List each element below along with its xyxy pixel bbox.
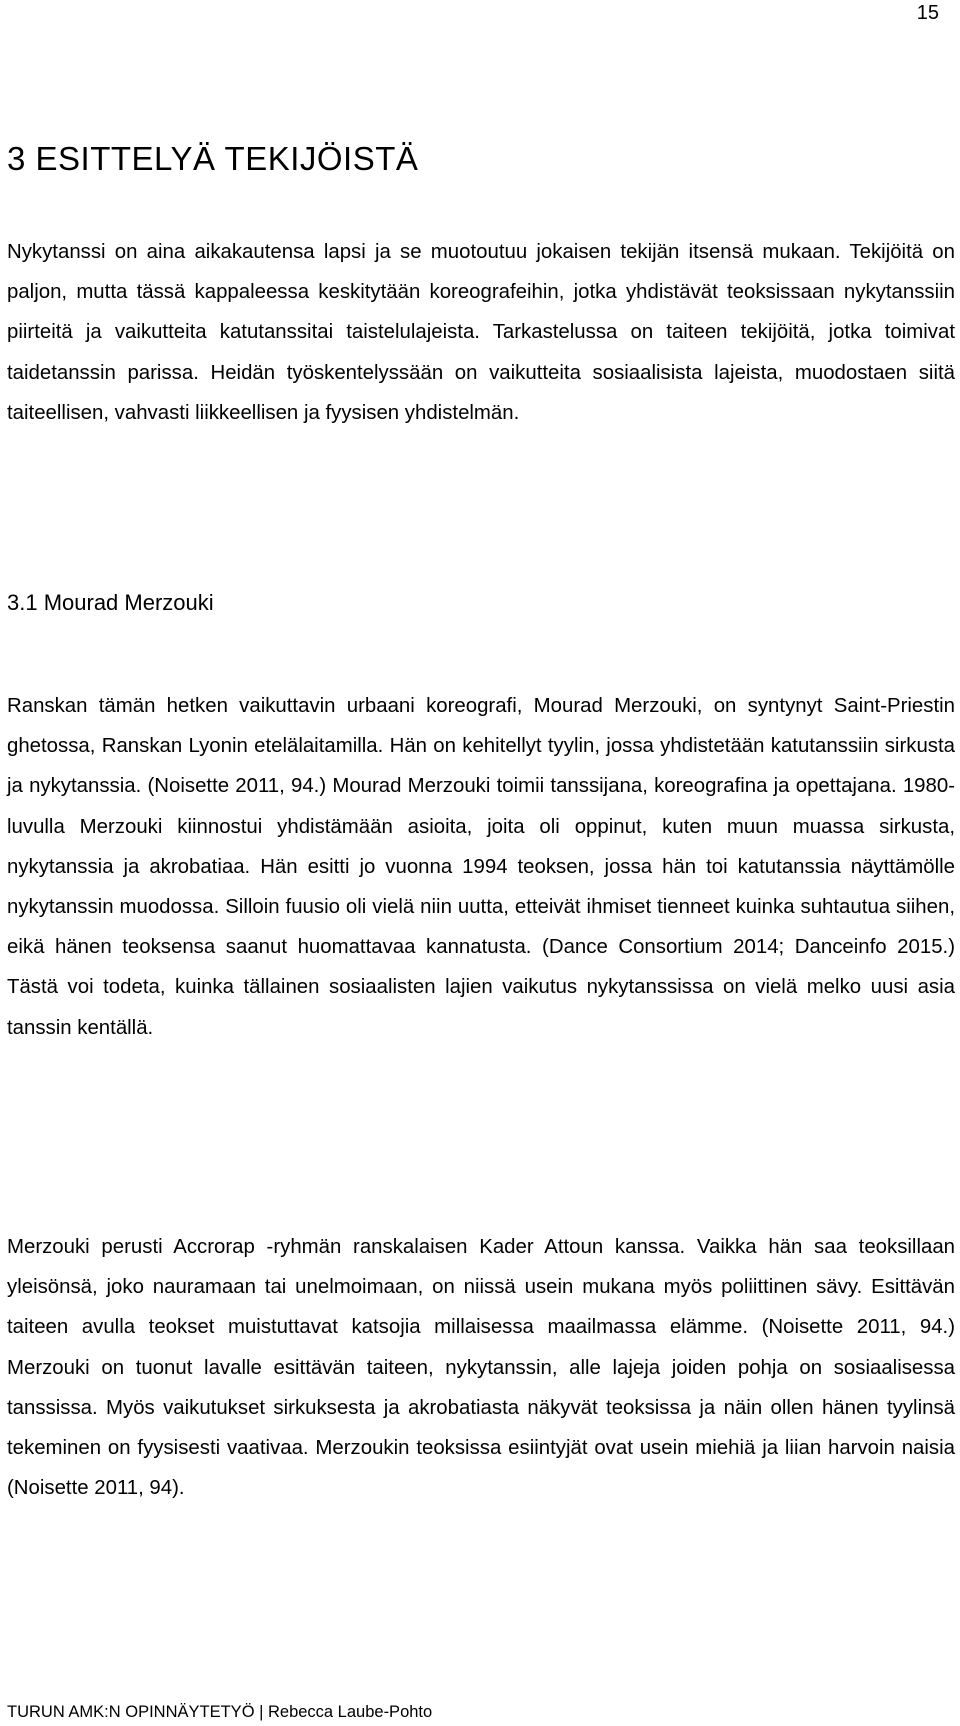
page-number: 15: [916, 2, 939, 24]
section-title: 3.1 Mourad Merzouki: [7, 590, 214, 615]
intro-paragraph: Nykytanssi on aina aikakautensa lapsi ja se muotoutuu jokaisen tekijän itsensä mukaan. Tekijöitä on paljon, mutta tässä kappaleessa keskitytään koreografeihin, jotka yhdistävät teoksissaan nykytanssiin piirteitä ja vaikutteita katutanssitai taistelulajeista. Tarkastelussa on taiteen tekijöitä, jotka toimivat taidetanssin parissa. Heidän työskentelyssään on vaikutteita sosiaalisista lajeista, muodostaen siitä taiteellisen, vahvasti liikkeellisen ja fyysisen yhdistelmän.: [7, 241, 955, 424]
body-paragraph-3: Merzouki perusti Accrorap -ryhmän ranskalaisen Kader Attoun kanssa. Vaikka hän saa teoksillaan yleisönsä, joko nauramaan tai unelmoimaan, on niissä usein mukana myös poliittinen sävy. Esittävän taiteen avulla teokset muistuttavat katsojia millaisessa maailmassa elämme. (Noisette 2011, 94.) Merzouki on tuonut lavalle esittävän taiteen, nykytanssin, alle lajeja joiden pohja on sosiaalisessa tanssissa. Myös vaikutukset sirkuksesta ja akrobatiasta näkyvät teoksissa ja näin ollen hänen tyylinsä tekeminen on fyysisesti vaativaa. Merzoukin teoksissa esiintyjät ovat usein miehiä ja liian harvoin naisia (Noisette 2011, 94).: [7, 1236, 955, 1500]
page-footer: TURUN AMK:N OPINNÄYTETYÖ | Rebecca Laube-Pohto: [7, 1703, 433, 1721]
body-paragraph-2: Ranskan tämän hetken vaikuttavin urbaani koreografi, Mourad Merzouki, on syntynyt Saint-Priestin ghetossa, Ranskan Lyonin etelälaitamilla. Hän on kehitellyt tyylin, jossa yhdistetään katutanssiin sirkusta ja nykytanssia. (Noisette 2011, 94.) Mourad Merzouki toimii tanssijana, koreografina ja opettajana. 1980-luvulla Merzouki kiinnostui yhdistämään asioita, joita oli oppinut, kuten muun muassa sirkusta, nykytanssia ja akrobatiaa. Hän esitti jo vuonna 1994 teoksen, jossa hän toi katutanssia näyttämölle nykytanssin muodossa. Silloin fuusio oli vielä niin uutta, etteivät ihmiset tienneet kuinka suhtautua siihen, eikä hänen teoksensa saanut huomattavaa kannatusta. (Dance Consortium 2014; Danceinfo 2015.) Tästä voi todeta, kuinka tällainen sosiaalisten lajien vaikutus nykytanssissa on vielä melko uusi asia tanssin kentällä.: [7, 695, 955, 1039]
chapter-title: 3 ESITTELYÄ TEKIJÖISTÄ: [7, 140, 419, 177]
